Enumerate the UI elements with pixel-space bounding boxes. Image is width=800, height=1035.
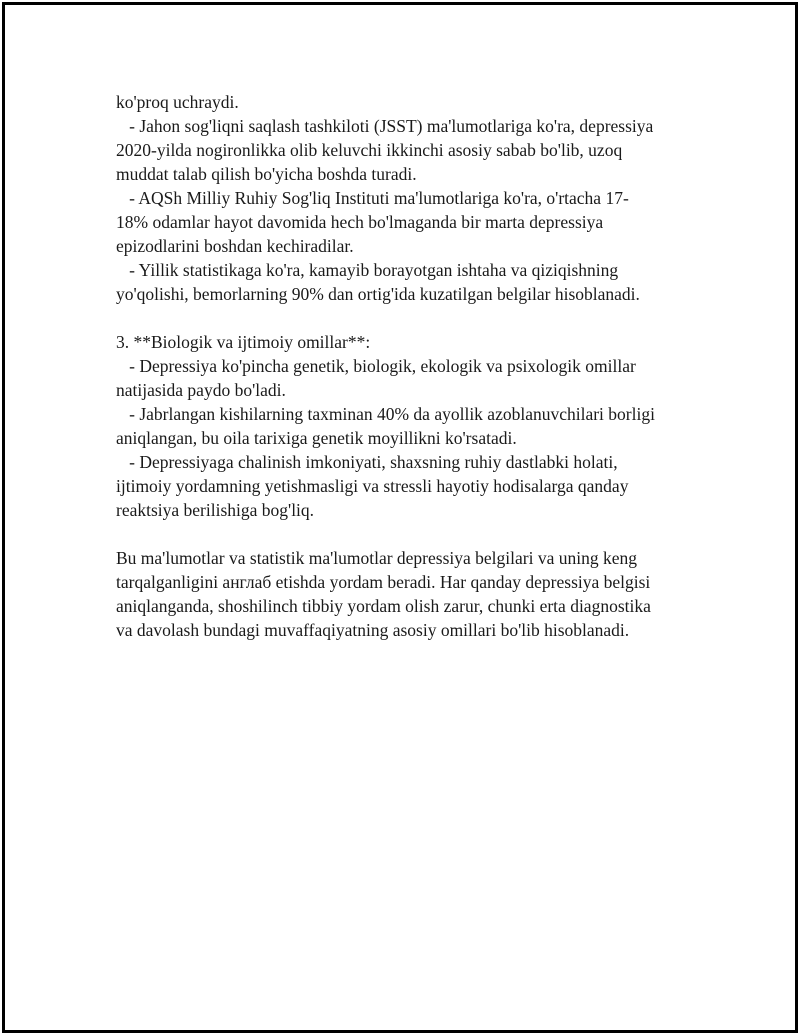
text-line: - AQSh Milliy Ruhiy Sog'liq Instituti ma'lumotlariga ko'ra, o'rtacha 17- <box>116 188 629 208</box>
text-line: - Yillik statistikaga ko'ra, kamayib borayotgan ishtaha va qiziqishning <box>116 260 619 280</box>
text-line: - Jabrlangan kishilarning taxminan 40% da ayollik azoblanuvchilari borligi <box>116 404 655 424</box>
text-line: aniqlanganda, shoshilinch tibbiy yordam olish zarur, chunki erta diagnostika <box>116 596 651 616</box>
text-line: aniqlangan, bu oila tarixiga genetik moyillikni ko'rsatadi. <box>116 428 517 448</box>
section-3-item-genetics <box>116 402 686 450</box>
text-line: natijasida paydo bo'ladi. <box>116 380 286 400</box>
paragraph-gap <box>116 522 686 546</box>
text-line: tarqalganligini англаб etishda yordam beradi. Har qanday depressiya belgisi <box>116 572 651 592</box>
text-line: 18% odamlar hayot davomida hech bo'lmaganda bir marta depressiya <box>116 212 604 232</box>
conclusion-paragraph <box>116 546 686 642</box>
stats-item-nimh <box>116 186 686 258</box>
text-line: ijtimoiy yordamning yetishmasligi va stressli hayotiy hodisalarga qanday <box>116 476 629 496</box>
text-line: va davolash bundagi muvaffaqiyatning asosiy omillari bo'lib hisoblanadi. <box>116 620 630 640</box>
intro-tail: ko'proq uchraydi. <box>116 92 239 112</box>
text-line: yo'qolishi, bemorlarning 90% dan ortig'ida kuzatilgan belgilar hisoblanadi. <box>116 284 640 304</box>
text-line: reaktsiya berilishiga bog'liq. <box>116 500 315 520</box>
text-line: - Jahon sog'liqni saqlash tashkiloti (JSST) ma'lumotlariga ko'ra, depressiya <box>116 116 654 136</box>
text-line: muddat talab qilish bo'yicha boshda turadi. <box>116 164 417 184</box>
section-3-item-risk <box>116 450 686 522</box>
text-line: epizodlarini boshdan kechiradilar. <box>116 236 354 256</box>
text-line: - Depressiyaga chalinish imkoniyati, shaxsning ruhiy dastlabki holati, <box>116 452 618 472</box>
stats-item-jsst <box>116 114 686 186</box>
text-line: Bu ma'lumotlar va statistik ma'lumotlar depressiya belgilari va uning keng <box>116 548 637 568</box>
section-3-heading: 3. **Biologik va ijtimoiy omillar**: <box>116 332 371 352</box>
text-line: - Depressiya ko'pincha genetik, biologik, ekologik va psixologik omillar <box>116 356 636 376</box>
document-body <box>116 90 686 642</box>
stats-item-annual <box>116 258 686 306</box>
section-3-item-causes <box>116 354 686 402</box>
text-line: 2020-yilda nogironlikka olib keluvchi ikkinchi asosiy sabab bo'lib, uzoq <box>116 140 623 160</box>
paragraph-gap <box>116 306 686 330</box>
